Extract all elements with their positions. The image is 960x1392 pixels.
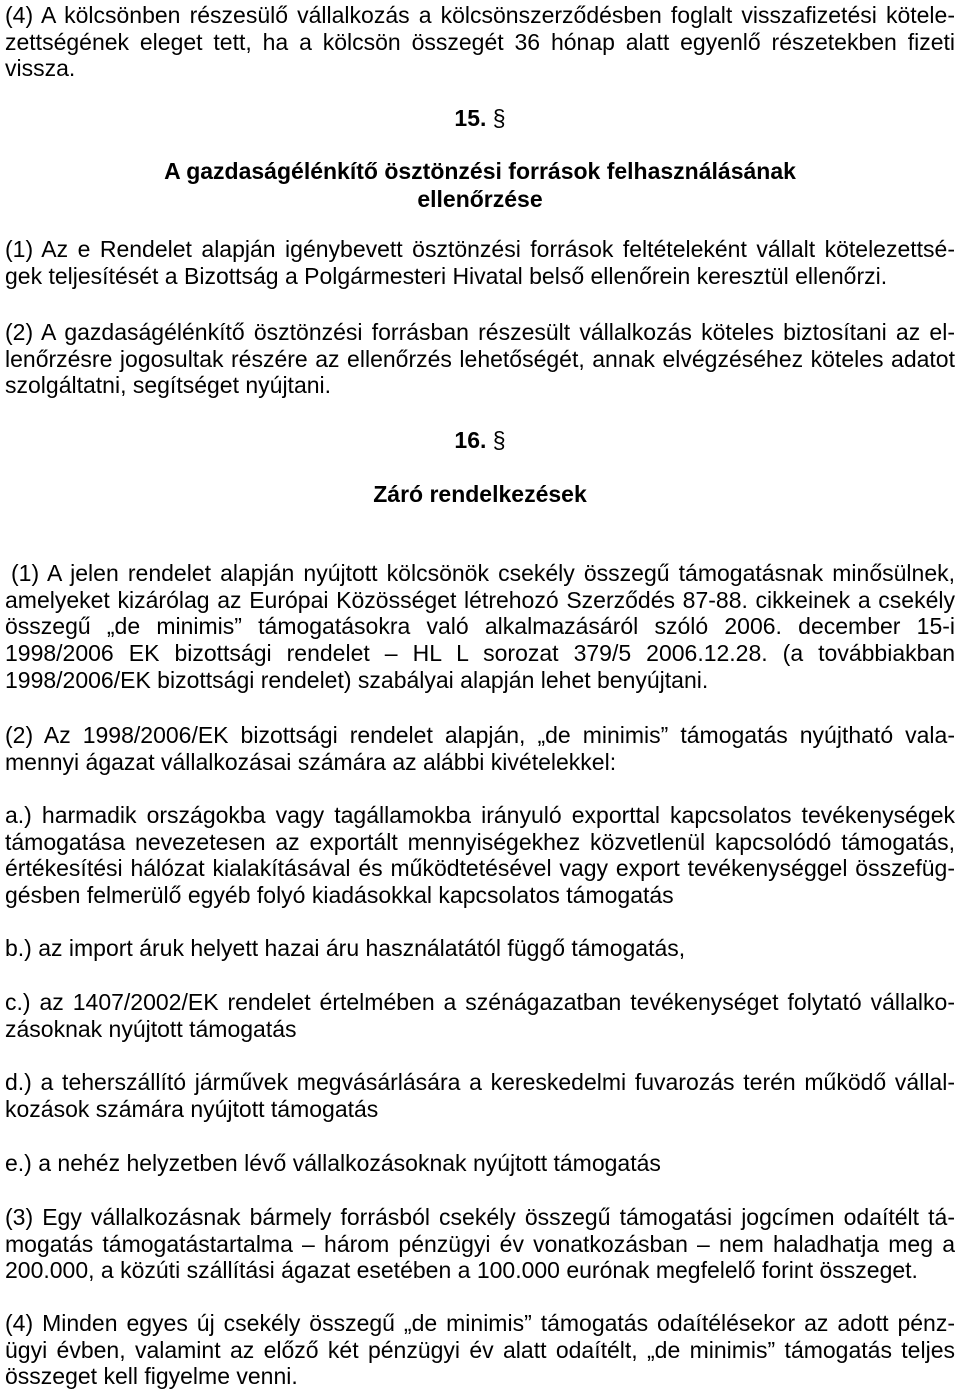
text-line: a.) harmadik országokba vagy tagállamokba irányuló exporttal kapcsolatos tevékenységek bbox=[5, 802, 955, 828]
text-line: szolgáltatni, segítséget nyújtani. bbox=[5, 372, 332, 399]
text-line: összegű „de minimis” támogatásokra való alkalmazásáról szóló 2006. december 15-i bbox=[5, 613, 955, 640]
section-number: 15. bbox=[454, 105, 487, 131]
text-line: 200.000, a közúti szállítási ágazat esetében a 100.000 eurónak megfelelő forint összeget. bbox=[5, 1257, 918, 1284]
text-line: c.) az 1407/2002/EK rendelet értelmében a szénágazatban tevékenységet folytató vállalko- bbox=[5, 989, 955, 1015]
text-line: gek teljesítését a Bizottság a Polgármesteri Hivatal belső ellenőrein keresztül ellenőrzi. bbox=[5, 262, 888, 289]
text-line: gésben felmerülő egyéb folyó kiadásokkal kapcsolatos támogatás bbox=[5, 882, 674, 909]
exception-item-d bbox=[5, 1069, 955, 1122]
paragraph-16-2 bbox=[5, 722, 955, 775]
paragraph-16-1 bbox=[5, 560, 955, 693]
text-line: (3) Egy vállalkozásnak bármely forrásból csekély összegű támogatási jogcímen odaítélt tá- bbox=[5, 1204, 955, 1230]
section-title-line: ellenőrzése bbox=[417, 186, 543, 212]
text-line: (1) Az e Rendelet alapján igénybevett ösztönzési források feltételeként vállalt kötelezettsé- bbox=[5, 236, 955, 262]
text-line: e.) a nehéz helyzetben lévő vállalkozásoknak nyújtott támogatás bbox=[5, 1150, 661, 1176]
section-title-15 bbox=[0, 157, 960, 213]
exception-item-c bbox=[5, 989, 955, 1042]
section-title-line: Záró rendelkezések bbox=[373, 481, 587, 507]
section-heading-15 bbox=[0, 105, 960, 132]
text-line: (4) A kölcsönben részesülő vállalkozás a kölcsönszerződésben foglalt visszafizetési kötele- bbox=[5, 2, 955, 28]
text-line: ügyi évben, valamint az előző két pénzügyi év alatt odaítélt, „de minimis” támogatás teljes bbox=[5, 1336, 955, 1363]
text-line: (2) A gazdaságélénkítő ösztönzési forrásban részesült vállalkozás köteles biztosítani az el- bbox=[5, 319, 955, 345]
section-sign: § bbox=[492, 105, 506, 131]
text-line: támogatása nevezetesen az exportált mennyiségekhez közvetlenül kapcsolódó támogatás, bbox=[5, 828, 955, 855]
text-line: zettségének eleget tett, ha a kölcsön összegét 36 hónap alatt egyenlő részetekben fizeti bbox=[5, 28, 955, 55]
paragraph-16-3 bbox=[5, 1204, 955, 1284]
text-line: d.) a teherszállító járművek megvásárlására a kereskedelmi fuvarozás terén működő vállal- bbox=[5, 1069, 955, 1095]
section-heading-16 bbox=[0, 427, 960, 454]
paragraph-intro bbox=[5, 2, 955, 82]
exception-item-b bbox=[5, 935, 955, 962]
text-line: (2) Az 1998/2006/EK bizottsági rendelet alapján, „de minimis” támogatás nyújtható vala- bbox=[5, 722, 955, 748]
paragraph-15-1 bbox=[5, 236, 955, 289]
exception-item-a bbox=[5, 802, 955, 909]
paragraph-16-4 bbox=[5, 1310, 955, 1390]
paragraph-15-2 bbox=[5, 319, 955, 399]
text-line: 1998/2006/EK bizottsági rendelet) szabályai alapján lehet benyújtani. bbox=[5, 666, 709, 693]
section-number: 16. bbox=[454, 427, 487, 453]
text-line: b.) az import áruk helyett hazai áru használatától függő támogatás, bbox=[5, 935, 686, 961]
text-line: mogatás támogatástartalma – három pénzügyi év vonatkozásban – nem haladhatja meg a bbox=[5, 1230, 955, 1257]
text-line: kozások számára nyújtott támogatás bbox=[5, 1095, 379, 1122]
text-line: (1) A jelen rendelet alapján nyújtott kölcsönök csekély összegű támogatásnak minősülnek, bbox=[11, 560, 955, 586]
text-line: 1998/2006 EK bizottsági rendelet – HL L sorozat 379/5 2006.12.28. (a továbbiakban bbox=[5, 640, 955, 667]
section-sign: § bbox=[492, 427, 506, 453]
section-title-16 bbox=[0, 480, 960, 508]
text-line: zásoknak nyújtott támogatás bbox=[5, 1015, 297, 1042]
text-line: amelyeket kizárólag az Európai Közösséget létrehozó Szerződés 87-88. cikkeinek a csekély bbox=[5, 586, 955, 613]
text-line: (4) Minden egyes új csekély összegű „de minimis” támogatás odaítélésekor az adott pénz- bbox=[5, 1310, 955, 1336]
text-line: mennyi ágazat vállalkozásai számára az alábbi kivételekkel: bbox=[5, 748, 617, 775]
text-line: összeget kell figyelme venni. bbox=[5, 1363, 298, 1390]
section-title-line: A gazdaságélénkítő ösztönzési források felhasználásának bbox=[164, 158, 796, 184]
text-line: vissza. bbox=[5, 55, 76, 82]
exception-item-e bbox=[5, 1150, 955, 1177]
text-line: értékesítési hálózat kialakításával és működtetésével vagy export tevékenységgel összefüg- bbox=[5, 855, 955, 882]
text-line: lenőrzésre jogosultak részére az ellenőrzés lehetőségét, annak elvégzéséhez köteles adatot bbox=[5, 345, 955, 372]
